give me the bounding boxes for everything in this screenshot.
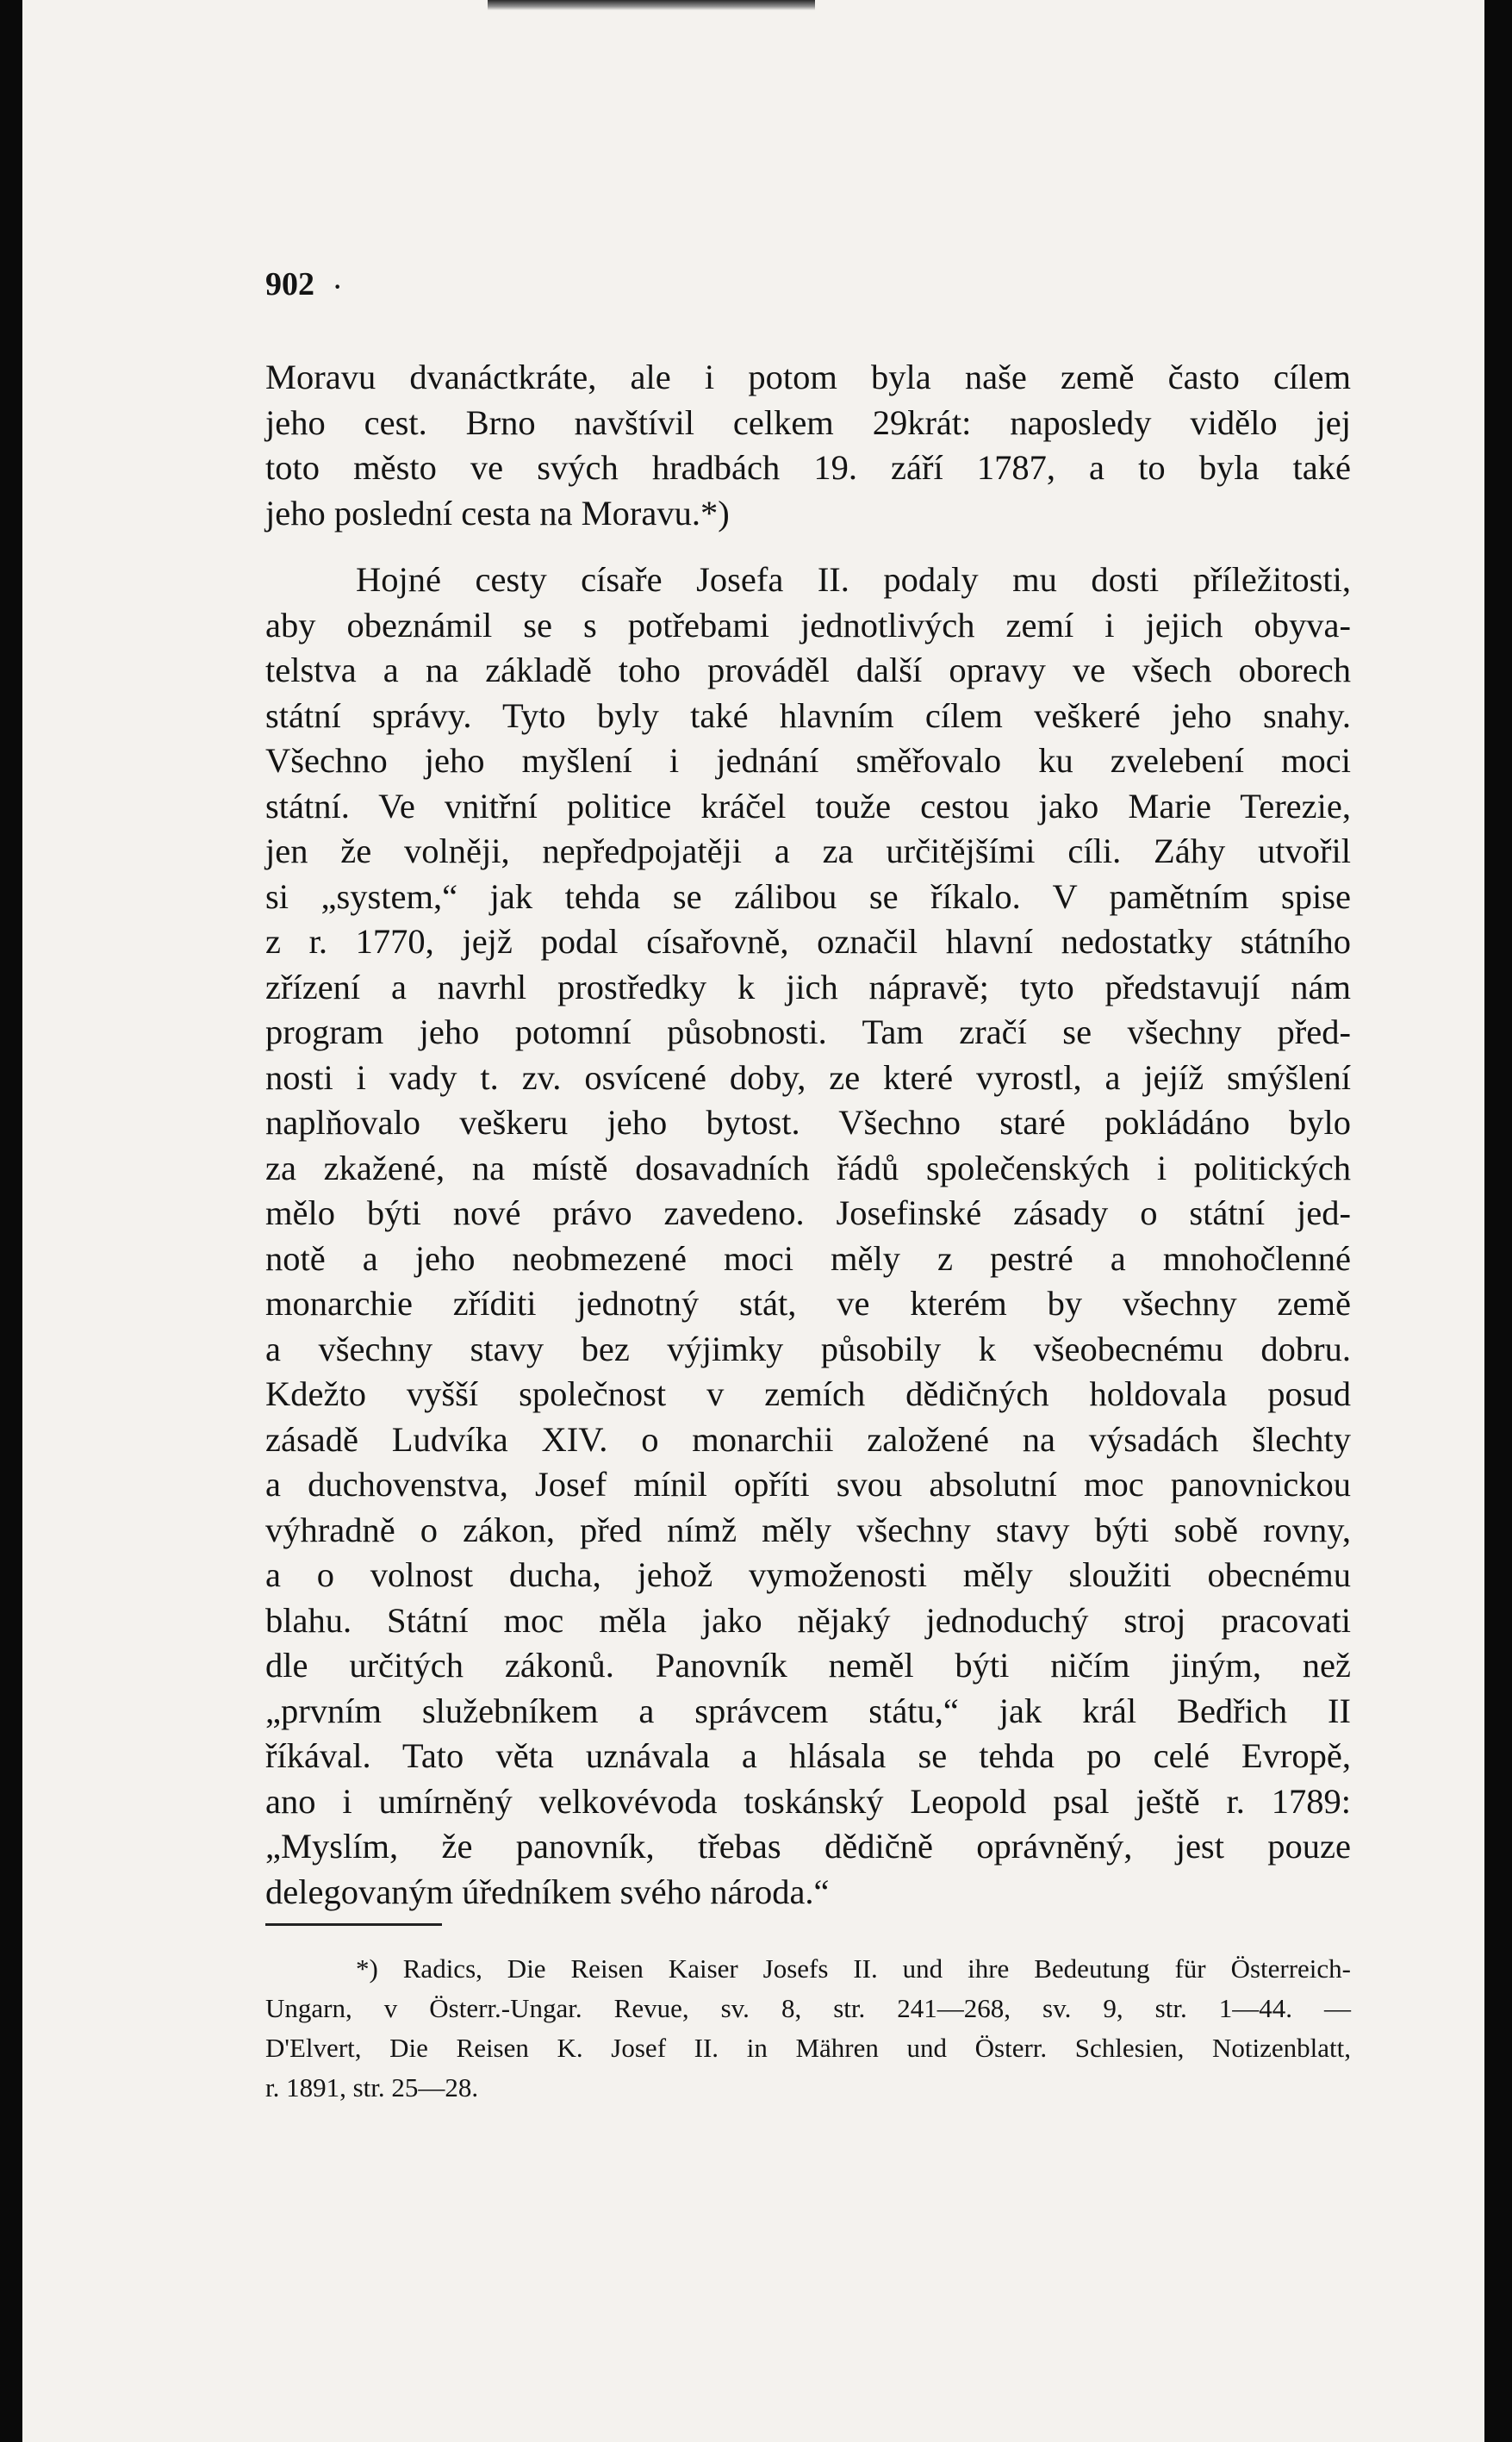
body-line: říkával. Tato věta uznávala a hlásala se tehda po celé Evropě, [265, 1736, 1351, 1775]
body-line: zřízení a navrhl prostředky k jich nápravě; tyto představují nám [265, 967, 1351, 1006]
body-line: zásadě Ludvíka XIV. o monarchii založené na výsadách šlechty [265, 1419, 1351, 1459]
paragraph-gap [265, 536, 1351, 558]
body-line: z r. 1770, jejž podal císařovně, označil hlavní nedostatky státního [265, 922, 1351, 961]
body-line: Hojné cesty císaře Josefa II. podaly mu dosti příležitosti, [356, 560, 1351, 599]
body-line: toto město ve svých hradbách 19. září 1787, a to byla také [265, 448, 1351, 487]
body-line: program jeho potomní působnosti. Tam zračí se všechny před- [265, 1012, 1351, 1051]
footnote [265, 1949, 1351, 2108]
page-number-mark: · [333, 274, 342, 301]
body-line: Kdežto vyšší společnost v zemích dědičných holdovala posud [265, 1374, 1351, 1413]
body-line: Moravu dvanáctkráte, ale i potom byla naše země často cílem [265, 358, 1351, 396]
body-line: a všechny stavy bez výjimky působily k všeobecnému dobru. [265, 1329, 1351, 1368]
body-line: jeho cest. Brno navštívil celkem 29krát: naposledy vidělo jej [265, 402, 1351, 442]
body-line: „Myslím, že panovník, třebas dědičně oprávněný, jest pouze [265, 1827, 1351, 1866]
footnote-line: r. 1891, str. 25—28. [265, 2072, 479, 2102]
body-line: a o volnost ducha, jehož vymoženosti měly sloužiti obecnému [265, 1555, 1351, 1594]
body-line: a duchovenstva, Josef mínil opříti svou absolutní moc panovnickou [265, 1465, 1351, 1504]
body-line: jen že volněji, nepředpojatěji a za určitějšími cíli. Záhy utvořil [265, 832, 1351, 870]
body-line: jeho poslední cesta na Moravu.*) [265, 493, 730, 533]
body-line: výhradně o zákon, před nímž měly všechny stavy býti sobě rovny, [265, 1510, 1351, 1549]
body-line: notě a jeho neobmezené moci měly z pestré a mnohočlenné [265, 1238, 1351, 1278]
body-line: státní. Ve vnitřní politice kráčel touže cestou jako Marie Terezie, [265, 786, 1351, 825]
page-number [265, 265, 341, 303]
body-line: mělo býti nové právo zavedeno. Josefinské zásady o státní jed- [265, 1193, 1351, 1232]
body-line: monarchie zříditi jednotný stát, ve kterém by všechny země [265, 1284, 1351, 1323]
body-line: dle určitých zákonů. Panovník neměl býti ničím jiným, než [265, 1646, 1351, 1685]
body-line: delegovaným úředníkem svého národa.“ [265, 1872, 830, 1911]
body-line: aby obeznámil se s potřebami jednotlivých zemí i jejich obyva- [265, 605, 1351, 645]
footnote-line: D'Elvert, Die Reisen K. Josef II. in Mähren und Österr. Schlesien, Notizenblatt, [265, 2033, 1351, 2063]
footnote-line: *) Radics, Die Reisen Kaiser Josefs II. und ihre Bedeutung für Österreich- [356, 1953, 1351, 1984]
body-line: státní správy. Tyto byly také hlavním cílem veškeré jeho snahy. [265, 695, 1351, 735]
footnote-line: Ungarn, v Österr.-Ungar. Revue, sv. 8, str. 241—268, sv. 9, str. 1—44. — [265, 1993, 1351, 2023]
body-line: blahu. Státní moc měla jako nějaký jednoduchý stroj pracovati [265, 1600, 1351, 1640]
footnote-divider [265, 1923, 442, 1926]
body-line: „prvním služebníkem a správcem státu,“ jak král Bedřich II [265, 1691, 1351, 1730]
body-line: Všechno jeho myšlení i jednání směřovalo ku zvelebení moci [265, 741, 1351, 780]
main-text [265, 355, 1351, 1915]
body-line: telstva a na základě toho prováděl další opravy ve všech oborech [265, 651, 1351, 689]
scan-edge-artifact [488, 0, 815, 10]
body-line: za zkažené, na místě dosavadních řádů společenských i politických [265, 1148, 1351, 1187]
body-line: si „system,“ jak tehda se zálibou se říkalo. V pamětním spise [265, 876, 1351, 916]
page-number-value: 902 [265, 266, 314, 302]
body-line: naplňovalo veškeru jeho bytost. Všechno staré pokládáno bylo [265, 1103, 1351, 1142]
body-line: nosti i vady t. zv. osvícené doby, ze které vyrostl, a jejíž smýšlení [265, 1057, 1351, 1097]
body-line: ano i umírněný velkovévoda toskánský Leopold psal ještě r. 1789: [265, 1781, 1351, 1821]
